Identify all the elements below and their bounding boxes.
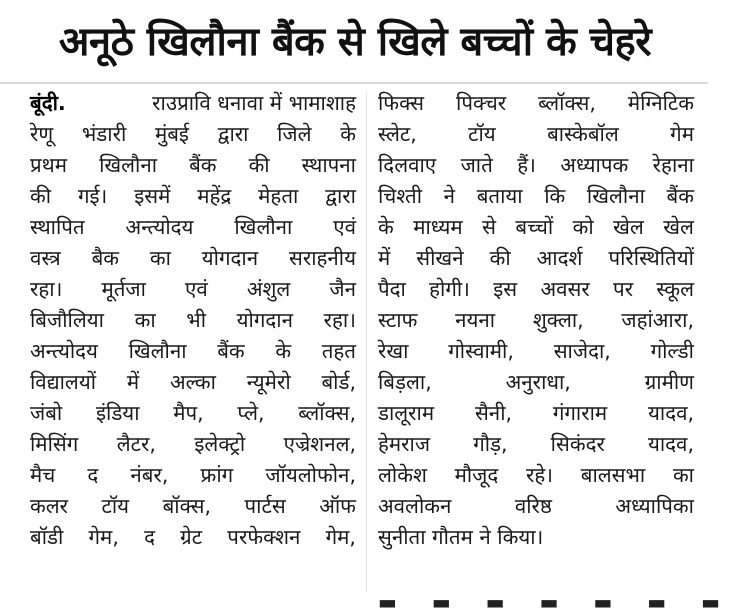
word: बॉडी	[30, 525, 64, 549]
word: गोस्वामी,	[448, 339, 514, 363]
text-line	[30, 398, 356, 429]
word: नयना	[455, 308, 496, 332]
word: वरिष्ठ	[514, 494, 552, 518]
text-line	[30, 274, 356, 305]
word: गोल्डी	[650, 339, 694, 363]
word: रहे।	[525, 463, 554, 487]
word: शुक्ला,	[532, 308, 584, 332]
word: गेम,	[325, 525, 356, 549]
word: जंबो	[30, 401, 63, 425]
word: खेल	[663, 215, 694, 239]
text-line	[30, 119, 356, 150]
word: मिसिंग	[30, 432, 79, 456]
word: रेणू	[30, 122, 54, 146]
word: सिकंदर	[550, 432, 605, 456]
word: खेल	[613, 215, 644, 239]
word: होगी।	[429, 277, 470, 301]
word: हेमराज	[378, 432, 431, 456]
word: गंगाराम	[552, 401, 608, 425]
word: विद्यालयों	[30, 370, 97, 394]
word: चिश्ती	[378, 184, 423, 208]
text-line	[378, 367, 694, 398]
word: बालसभा	[580, 463, 646, 487]
word: बैक	[91, 246, 120, 270]
word: द्वारा	[217, 122, 249, 146]
text-line	[30, 305, 356, 336]
text-line	[378, 88, 694, 119]
word: गेम	[670, 122, 694, 146]
word: खिलौना	[234, 215, 293, 239]
word: योगदान	[201, 246, 259, 270]
word: कलर	[30, 494, 69, 518]
word: को	[572, 215, 594, 239]
word: में	[126, 370, 140, 394]
word: बच्चों	[515, 215, 554, 239]
word: इलेक्ट्रो	[194, 432, 246, 456]
word: लोकेश	[378, 463, 427, 487]
word: स्थापित	[30, 215, 85, 239]
word: बास्केबॉल	[547, 122, 619, 146]
word: अनुराधा,	[505, 370, 571, 394]
word: स्लेट,	[378, 122, 417, 146]
word: स्कूल	[656, 277, 694, 301]
word: यादव,	[648, 401, 694, 425]
word: ब्लॉक्स,	[538, 91, 596, 115]
word: अल्का	[169, 370, 216, 394]
word: सीखने	[416, 246, 464, 270]
word: मौजूद	[454, 463, 499, 487]
word: इस	[493, 277, 518, 301]
text-line	[30, 243, 356, 274]
word: की	[489, 246, 511, 270]
article-column-left	[30, 88, 356, 553]
word: प्रथम	[30, 153, 68, 177]
word: कि	[544, 184, 566, 208]
word: डालूराम	[378, 401, 435, 425]
word: गौड़,	[473, 432, 508, 456]
word: ब्लॉक्स,	[298, 401, 356, 425]
word: पिक्चर	[456, 91, 507, 115]
cropped-next-article-heading: ▬ ▬ ▬ ▬ ▬ ▬ ▬	[378, 590, 734, 614]
word: रहा।	[323, 308, 356, 332]
word: परिस्थितियों	[608, 246, 694, 270]
word: बताया	[476, 184, 523, 208]
word: फ्रांग	[200, 463, 234, 487]
text-line	[378, 460, 694, 491]
word: प्ले,	[237, 401, 265, 425]
text-line	[378, 150, 694, 181]
word: का	[672, 463, 694, 487]
word: द्वारा	[325, 184, 356, 208]
word: अन्त्योदय	[30, 339, 98, 363]
text-line	[30, 460, 356, 491]
word: वस्त्र	[30, 246, 61, 270]
text-line: सुनीता गौतम ने किया।	[378, 525, 544, 549]
word: साजेदा,	[553, 339, 611, 363]
word: टॉय	[101, 494, 130, 518]
headline-rule	[0, 82, 708, 84]
word: सैनी,	[474, 401, 513, 425]
word: बॉक्स,	[162, 494, 212, 518]
word: की	[248, 153, 270, 177]
word: खिलौना	[99, 153, 158, 177]
word: इसमें	[134, 184, 171, 208]
word: गई।	[77, 184, 108, 208]
column-divider	[366, 92, 367, 592]
word: ऑफ	[319, 494, 356, 518]
text-line	[378, 119, 694, 150]
word: के	[378, 215, 394, 239]
word: पर	[613, 277, 634, 301]
text-line	[30, 429, 356, 460]
text-line	[378, 429, 694, 460]
article-headline: अनूठे खिलौना बैंक से खिले बच्चों के चेहरे	[58, 19, 652, 65]
text-line	[30, 491, 356, 522]
word: अंशुल	[246, 277, 291, 301]
word: रहा।	[30, 277, 63, 301]
word: से	[482, 215, 496, 239]
word: इंडिया	[95, 401, 140, 425]
word: बैंक	[666, 184, 694, 208]
word: तहत	[321, 339, 356, 363]
word: भी	[186, 308, 207, 332]
word: माध्यम	[413, 215, 463, 239]
text-line	[30, 150, 356, 181]
word: मैप,	[173, 401, 204, 425]
word: स्टाफ	[378, 308, 418, 332]
word: टॉय	[468, 122, 496, 146]
word: खिलौना	[128, 339, 187, 363]
word: गेम,	[88, 525, 119, 549]
text-line	[378, 212, 694, 243]
word: बिजौलिया	[30, 308, 104, 332]
word: अवसर	[540, 277, 590, 301]
article-column-right	[378, 88, 694, 553]
text-line	[378, 305, 694, 336]
word: जहांआरा,	[621, 308, 694, 332]
text-line	[378, 274, 694, 305]
word: न्यूमेरो	[246, 370, 291, 394]
word: एज्रेशनल,	[283, 432, 356, 456]
word: अवलोकन	[378, 494, 452, 518]
word: एवं	[333, 215, 356, 239]
text-line	[378, 398, 694, 429]
word: का	[149, 246, 171, 270]
word: बैंक	[189, 153, 217, 177]
word: जॉयलोफोन,	[265, 463, 356, 487]
text-line	[30, 336, 356, 367]
word: बिड़ला,	[378, 370, 432, 394]
word: पार्टस	[244, 494, 286, 518]
word: का	[134, 308, 156, 332]
word: फिक्स	[378, 91, 425, 115]
text-line	[378, 491, 694, 522]
word: अन्त्योदय	[125, 215, 194, 239]
word: जाते	[460, 153, 493, 177]
word: ग्रेट	[180, 525, 203, 549]
word: रेहाना	[652, 153, 694, 177]
word: हैं।	[517, 153, 536, 177]
word: बैंक	[217, 339, 245, 363]
text-line	[378, 243, 694, 274]
word: में	[378, 246, 391, 270]
word: ग्रामीण	[644, 370, 694, 394]
word: पैदा	[378, 277, 406, 301]
word: अध्यापक	[560, 153, 629, 177]
word: महेंद्र	[197, 184, 232, 208]
word: द	[144, 525, 155, 549]
text-line	[30, 212, 356, 243]
word: सराहनीय	[288, 246, 356, 270]
text-line	[30, 181, 356, 212]
word: दिलवाए	[378, 153, 437, 177]
word: जैन	[329, 277, 356, 301]
word: मूर्तजा	[101, 277, 146, 301]
word: भंडारी	[81, 122, 127, 146]
word: खिलौना	[586, 184, 645, 208]
word: नंबर,	[130, 463, 169, 487]
word: लैटर,	[116, 432, 156, 456]
text-line	[378, 336, 694, 367]
word: जिले	[277, 122, 312, 146]
word: यादव,	[647, 432, 694, 456]
word: मुंबई	[154, 122, 189, 146]
word: द	[87, 463, 99, 487]
word: की	[30, 184, 52, 208]
word: मैच	[30, 463, 56, 487]
word: स्थापना	[301, 153, 356, 177]
text-line	[378, 181, 694, 212]
word: के	[340, 122, 356, 146]
word: के	[275, 339, 292, 363]
word: एवं	[184, 277, 208, 301]
text-line	[30, 367, 356, 398]
word: ने	[443, 184, 456, 208]
dateline: बूंदी.	[30, 91, 66, 115]
text-line	[30, 522, 356, 553]
word: परफेक्शन	[227, 525, 301, 549]
word: योगदान	[236, 308, 293, 332]
word: रेखा	[378, 339, 409, 363]
word: मेग्निटिक	[627, 91, 694, 115]
word: मेहता	[258, 184, 299, 208]
word: आदर्श	[536, 246, 583, 270]
word: अध्यापिका	[615, 494, 694, 518]
word: बोर्ड,	[321, 370, 356, 394]
text-line	[30, 88, 356, 119]
text-line-content: राउप्रावि धनावा में भामाशाह	[152, 91, 356, 115]
